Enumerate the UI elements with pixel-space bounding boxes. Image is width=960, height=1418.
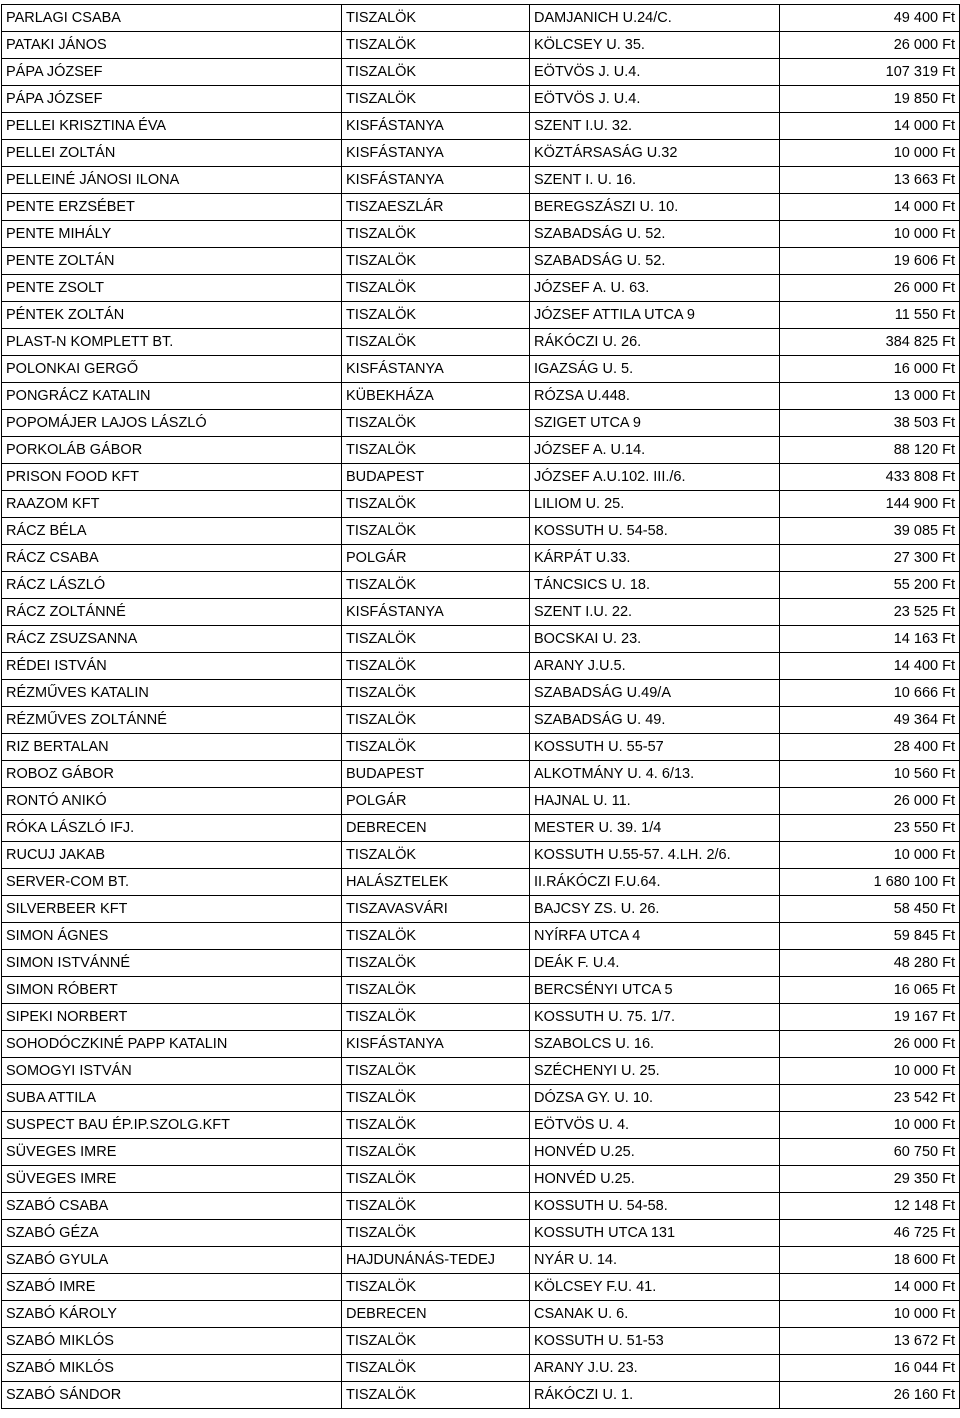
- address-cell: TÁNCSICS U. 18.: [530, 572, 780, 599]
- city-cell: TISZALÖK: [342, 626, 530, 653]
- name-cell: PORKOLÁB GÁBOR: [2, 437, 342, 464]
- city-cell: TISZALÖK: [342, 437, 530, 464]
- name-cell: SIPEKI NORBERT: [2, 1004, 342, 1031]
- city-cell: TISZALÖK: [342, 734, 530, 761]
- address-cell: CSANAK U. 6.: [530, 1301, 780, 1328]
- table-row: [2, 896, 960, 923]
- city-cell: TISZALÖK: [342, 1058, 530, 1085]
- table-row: [2, 734, 960, 761]
- name-cell: SZABÓ SÁNDOR: [2, 1382, 342, 1409]
- amount-cell: 12 148 Ft: [780, 1193, 960, 1220]
- address-cell: KÁRPÁT U.33.: [530, 545, 780, 572]
- name-cell: SZABÓ GÉZA: [2, 1220, 342, 1247]
- amount-cell: 48 280 Ft: [780, 950, 960, 977]
- city-cell: TISZALÖK: [342, 221, 530, 248]
- city-cell: TISZAESZLÁR: [342, 194, 530, 221]
- amount-cell: 23 550 Ft: [780, 815, 960, 842]
- table-row: [2, 410, 960, 437]
- city-cell: TISZALÖK: [342, 275, 530, 302]
- amount-cell: 433 808 Ft: [780, 464, 960, 491]
- amount-cell: 107 319 Ft: [780, 59, 960, 86]
- address-cell: EÖTVÖS J. U.4.: [530, 59, 780, 86]
- table-row: [2, 1220, 960, 1247]
- table-row: [2, 626, 960, 653]
- name-cell: SOMOGYI ISTVÁN: [2, 1058, 342, 1085]
- address-cell: ARANY J.U. 23.: [530, 1355, 780, 1382]
- amount-cell: 144 900 Ft: [780, 491, 960, 518]
- table-row: [2, 815, 960, 842]
- amount-cell: 58 450 Ft: [780, 896, 960, 923]
- city-cell: TISZALÖK: [342, 1328, 530, 1355]
- amount-cell: 23 525 Ft: [780, 599, 960, 626]
- address-cell: II.RÁKÓCZI F.U.64.: [530, 869, 780, 896]
- amount-cell: 19 167 Ft: [780, 1004, 960, 1031]
- city-cell: KISFÁSTANYA: [342, 167, 530, 194]
- city-cell: KISFÁSTANYA: [342, 1031, 530, 1058]
- amount-cell: 39 085 Ft: [780, 518, 960, 545]
- name-cell: POPOMÁJER LAJOS LÁSZLÓ: [2, 410, 342, 437]
- name-cell: PENTE MIHÁLY: [2, 221, 342, 248]
- name-cell: SÜVEGES IMRE: [2, 1139, 342, 1166]
- city-cell: TISZALÖK: [342, 1274, 530, 1301]
- city-cell: TISZALÖK: [342, 923, 530, 950]
- amount-cell: 14 000 Ft: [780, 1274, 960, 1301]
- name-cell: SIMON RÓBERT: [2, 977, 342, 1004]
- city-cell: DEBRECEN: [342, 815, 530, 842]
- table-row: [2, 383, 960, 410]
- city-cell: TISZALÖK: [342, 1004, 530, 1031]
- amount-cell: 16 065 Ft: [780, 977, 960, 1004]
- amount-cell: 28 400 Ft: [780, 734, 960, 761]
- amount-cell: 10 560 Ft: [780, 761, 960, 788]
- address-cell: ARANY J.U.5.: [530, 653, 780, 680]
- amount-cell: 13 663 Ft: [780, 167, 960, 194]
- amount-cell: 13 000 Ft: [780, 383, 960, 410]
- city-cell: TISZALÖK: [342, 680, 530, 707]
- address-cell: JÓZSEF A. U. 63.: [530, 275, 780, 302]
- table-row: [2, 1301, 960, 1328]
- amount-cell: 46 725 Ft: [780, 1220, 960, 1247]
- name-cell: RÁCZ ZOLTÁNNÉ: [2, 599, 342, 626]
- name-cell: RÁCZ LÁSZLÓ: [2, 572, 342, 599]
- amount-cell: 26 160 Ft: [780, 1382, 960, 1409]
- city-cell: KISFÁSTANYA: [342, 599, 530, 626]
- name-cell: SZABÓ GYULA: [2, 1247, 342, 1274]
- city-cell: TISZALÖK: [342, 1085, 530, 1112]
- table-row: [2, 977, 960, 1004]
- table-row: [2, 1193, 960, 1220]
- amount-cell: 11 550 Ft: [780, 302, 960, 329]
- table-row: [2, 653, 960, 680]
- city-cell: TISZALÖK: [342, 32, 530, 59]
- amount-cell: 60 750 Ft: [780, 1139, 960, 1166]
- address-cell: KOSSUTH U. 54-58.: [530, 1193, 780, 1220]
- city-cell: TISZALÖK: [342, 707, 530, 734]
- amount-cell: 18 600 Ft: [780, 1247, 960, 1274]
- amount-cell: 26 000 Ft: [780, 1031, 960, 1058]
- address-cell: DÓZSA GY. U. 10.: [530, 1085, 780, 1112]
- address-cell: EÖTVÖS U. 4.: [530, 1112, 780, 1139]
- city-cell: TISZALÖK: [342, 86, 530, 113]
- table-row: [2, 1328, 960, 1355]
- city-cell: TISZALÖK: [342, 1220, 530, 1247]
- table-row: [2, 140, 960, 167]
- name-cell: SERVER-COM BT.: [2, 869, 342, 896]
- address-cell: RÁKÓCZI U. 1.: [530, 1382, 780, 1409]
- table-row: [2, 545, 960, 572]
- city-cell: TISZALÖK: [342, 518, 530, 545]
- name-cell: PÁPA JÓZSEF: [2, 86, 342, 113]
- name-cell: RÁCZ CSABA: [2, 545, 342, 572]
- table-row: [2, 950, 960, 977]
- amount-cell: 13 672 Ft: [780, 1328, 960, 1355]
- address-cell: SZABADSÁG U. 49.: [530, 707, 780, 734]
- city-cell: TISZALÖK: [342, 842, 530, 869]
- name-cell: PATAKI JÁNOS: [2, 32, 342, 59]
- city-cell: BUDAPEST: [342, 464, 530, 491]
- amount-cell: 16 044 Ft: [780, 1355, 960, 1382]
- city-cell: TISZALÖK: [342, 302, 530, 329]
- city-cell: HALÁSZTELEK: [342, 869, 530, 896]
- address-cell: BEREGSZÁSZI U. 10.: [530, 194, 780, 221]
- name-cell: SZABÓ MIKLÓS: [2, 1355, 342, 1382]
- name-cell: SUSPECT BAU ÉP.IP.SZOLG.KFT: [2, 1112, 342, 1139]
- table-row: [2, 707, 960, 734]
- table-row: [2, 167, 960, 194]
- amount-cell: 10 000 Ft: [780, 1058, 960, 1085]
- table-row: [2, 86, 960, 113]
- name-cell: RÁCZ BÉLA: [2, 518, 342, 545]
- address-cell: NYÁR U. 14.: [530, 1247, 780, 1274]
- name-cell: PARLAGI CSABA: [2, 5, 342, 32]
- table-row: [2, 248, 960, 275]
- amount-cell: 38 503 Ft: [780, 410, 960, 437]
- city-cell: TISZALÖK: [342, 950, 530, 977]
- city-cell: BUDAPEST: [342, 761, 530, 788]
- city-cell: TISZALÖK: [342, 1382, 530, 1409]
- address-cell: MESTER U. 39. 1/4: [530, 815, 780, 842]
- city-cell: TISZALÖK: [342, 491, 530, 518]
- name-cell: PLAST-N KOMPLETT BT.: [2, 329, 342, 356]
- amount-cell: 26 000 Ft: [780, 275, 960, 302]
- city-cell: KÜBEKHÁZA: [342, 383, 530, 410]
- table-row: [2, 923, 960, 950]
- amount-cell: 26 000 Ft: [780, 32, 960, 59]
- table-row: [2, 275, 960, 302]
- table-row: [2, 437, 960, 464]
- city-cell: POLGÁR: [342, 788, 530, 815]
- name-cell: PENTE ZOLTÁN: [2, 248, 342, 275]
- city-cell: TISZALÖK: [342, 1166, 530, 1193]
- table-row: [2, 1166, 960, 1193]
- address-cell: JÓZSEF A. U.14.: [530, 437, 780, 464]
- city-cell: TISZALÖK: [342, 1112, 530, 1139]
- address-cell: RÁKÓCZI U. 26.: [530, 329, 780, 356]
- address-cell: BOCSKAI U. 23.: [530, 626, 780, 653]
- address-cell: LILIOM U. 25.: [530, 491, 780, 518]
- address-cell: KOSSUTH U. 51-53: [530, 1328, 780, 1355]
- table-row: [2, 329, 960, 356]
- address-cell: HONVÉD U.25.: [530, 1166, 780, 1193]
- address-cell: KÖLCSEY F.U. 41.: [530, 1274, 780, 1301]
- address-cell: KÖLCSEY U. 35.: [530, 32, 780, 59]
- table-row: [2, 464, 960, 491]
- address-cell: DEÁK F. U.4.: [530, 950, 780, 977]
- table-row: [2, 1247, 960, 1274]
- city-cell: DEBRECEN: [342, 1301, 530, 1328]
- name-cell: SIMON ÁGNES: [2, 923, 342, 950]
- city-cell: TISZALÖK: [342, 248, 530, 275]
- table-row: [2, 113, 960, 140]
- table-row: [2, 1355, 960, 1382]
- name-cell: RÁCZ ZSUZSANNA: [2, 626, 342, 653]
- name-cell: PENTE ZSOLT: [2, 275, 342, 302]
- table-row: [2, 1112, 960, 1139]
- name-cell: POLONKAI GERGŐ: [2, 356, 342, 383]
- city-cell: KISFÁSTANYA: [342, 356, 530, 383]
- address-cell: SZABADSÁG U. 52.: [530, 248, 780, 275]
- table-row: [2, 491, 960, 518]
- address-cell: NYÍRFA UTCA 4: [530, 923, 780, 950]
- table-row: [2, 518, 960, 545]
- amount-cell: 14 000 Ft: [780, 194, 960, 221]
- amount-cell: 14 000 Ft: [780, 113, 960, 140]
- name-cell: PELLEI ZOLTÁN: [2, 140, 342, 167]
- name-cell: SZABÓ CSABA: [2, 1193, 342, 1220]
- name-cell: SOHODÓCZKINÉ PAPP KATALIN: [2, 1031, 342, 1058]
- name-cell: SIMON ISTVÁNNÉ: [2, 950, 342, 977]
- city-cell: KISFÁSTANYA: [342, 140, 530, 167]
- name-cell: PÉNTEK ZOLTÁN: [2, 302, 342, 329]
- table-row: [2, 1382, 960, 1409]
- table-row: [2, 356, 960, 383]
- address-cell: SZIGET UTCA 9: [530, 410, 780, 437]
- amount-cell: 384 825 Ft: [780, 329, 960, 356]
- city-cell: TISZALÖK: [342, 653, 530, 680]
- address-cell: KOSSUTH U. 55-57: [530, 734, 780, 761]
- name-cell: PELLEINÉ JÁNOSI ILONA: [2, 167, 342, 194]
- amount-cell: 1 680 100 Ft: [780, 869, 960, 896]
- city-cell: TISZALÖK: [342, 59, 530, 86]
- amount-cell: 59 845 Ft: [780, 923, 960, 950]
- name-cell: PELLEI KRISZTINA ÉVA: [2, 113, 342, 140]
- table-row: [2, 599, 960, 626]
- amount-cell: 14 163 Ft: [780, 626, 960, 653]
- address-cell: SZENT I.U. 32.: [530, 113, 780, 140]
- address-cell: DAMJANICH U.24/C.: [530, 5, 780, 32]
- table-row: [2, 1031, 960, 1058]
- name-cell: SÜVEGES IMRE: [2, 1166, 342, 1193]
- amount-cell: 10 000 Ft: [780, 1301, 960, 1328]
- name-cell: SUBA ATTILA: [2, 1085, 342, 1112]
- address-cell: SZENT I. U. 16.: [530, 167, 780, 194]
- amount-cell: 14 400 Ft: [780, 653, 960, 680]
- address-cell: BAJCSY ZS. U. 26.: [530, 896, 780, 923]
- name-cell: PÁPA JÓZSEF: [2, 59, 342, 86]
- name-cell: SZABÓ IMRE: [2, 1274, 342, 1301]
- address-cell: SZABADSÁG U. 52.: [530, 221, 780, 248]
- address-cell: SZENT I.U. 22.: [530, 599, 780, 626]
- name-cell: ROBOZ GÁBOR: [2, 761, 342, 788]
- table-row: [2, 194, 960, 221]
- address-cell: EÖTVÖS J. U.4.: [530, 86, 780, 113]
- name-cell: RÓKA LÁSZLÓ IFJ.: [2, 815, 342, 842]
- name-cell: RIZ BERTALAN: [2, 734, 342, 761]
- address-cell: RÓZSA U.448.: [530, 383, 780, 410]
- name-cell: PRISON FOOD KFT: [2, 464, 342, 491]
- ledger-table: [1, 4, 960, 1409]
- address-cell: JÓZSEF A.U.102. III./6.: [530, 464, 780, 491]
- amount-cell: 19 606 Ft: [780, 248, 960, 275]
- city-cell: POLGÁR: [342, 545, 530, 572]
- name-cell: PONGRÁCZ KATALIN: [2, 383, 342, 410]
- name-cell: SILVERBEER KFT: [2, 896, 342, 923]
- amount-cell: 23 542 Ft: [780, 1085, 960, 1112]
- amount-cell: 88 120 Ft: [780, 437, 960, 464]
- table-row: [2, 59, 960, 86]
- address-cell: SZABADSÁG U.49/A: [530, 680, 780, 707]
- address-cell: SZABOLCS U. 16.: [530, 1031, 780, 1058]
- address-cell: JÓZSEF ATTILA UTCA 9: [530, 302, 780, 329]
- city-cell: TISZALÖK: [342, 977, 530, 1004]
- name-cell: RÉZMŰVES KATALIN: [2, 680, 342, 707]
- address-cell: KOSSUTH UTCA 131: [530, 1220, 780, 1247]
- address-cell: KOSSUTH U.55-57. 4.LH. 2/6.: [530, 842, 780, 869]
- amount-cell: 10 000 Ft: [780, 221, 960, 248]
- table-row: [2, 869, 960, 896]
- address-cell: SZÉCHENYI U. 25.: [530, 1058, 780, 1085]
- amount-cell: 29 350 Ft: [780, 1166, 960, 1193]
- amount-cell: 10 000 Ft: [780, 140, 960, 167]
- city-cell: KISFÁSTANYA: [342, 113, 530, 140]
- address-cell: HAJNAL U. 11.: [530, 788, 780, 815]
- table-row: [2, 842, 960, 869]
- amount-cell: 55 200 Ft: [780, 572, 960, 599]
- city-cell: TISZALÖK: [342, 572, 530, 599]
- table-row: [2, 1004, 960, 1031]
- name-cell: SZABÓ MIKLÓS: [2, 1328, 342, 1355]
- city-cell: TISZALÖK: [342, 5, 530, 32]
- address-cell: IGAZSÁG U. 5.: [530, 356, 780, 383]
- table-row: [2, 572, 960, 599]
- address-cell: KOSSUTH U. 75. 1/7.: [530, 1004, 780, 1031]
- table-row: [2, 788, 960, 815]
- table-row: [2, 221, 960, 248]
- city-cell: TISZAVASVÁRI: [342, 896, 530, 923]
- name-cell: SZABÓ KÁROLY: [2, 1301, 342, 1328]
- name-cell: RONTÓ ANIKÓ: [2, 788, 342, 815]
- amount-cell: 10 666 Ft: [780, 680, 960, 707]
- address-cell: KOSSUTH U. 54-58.: [530, 518, 780, 545]
- table-row: [2, 1274, 960, 1301]
- city-cell: TISZALÖK: [342, 1139, 530, 1166]
- table-row: [2, 5, 960, 32]
- name-cell: RÉZMŰVES ZOLTÁNNÉ: [2, 707, 342, 734]
- name-cell: PENTE ERZSÉBET: [2, 194, 342, 221]
- city-cell: TISZALÖK: [342, 1355, 530, 1382]
- table-row: [2, 1085, 960, 1112]
- city-cell: HAJDUNÁNÁS-TEDEJ: [342, 1247, 530, 1274]
- address-cell: BERCSÉNYI UTCA 5: [530, 977, 780, 1004]
- address-cell: KÖZTÁRSASÁG U.32: [530, 140, 780, 167]
- table-row: [2, 302, 960, 329]
- address-cell: ALKOTMÁNY U. 4. 6/13.: [530, 761, 780, 788]
- address-cell: HONVÉD U.25.: [530, 1139, 780, 1166]
- table-row: [2, 761, 960, 788]
- table-row: [2, 680, 960, 707]
- table-row: [2, 32, 960, 59]
- table-row: [2, 1139, 960, 1166]
- amount-cell: 26 000 Ft: [780, 788, 960, 815]
- amount-cell: 10 000 Ft: [780, 842, 960, 869]
- amount-cell: 10 000 Ft: [780, 1112, 960, 1139]
- name-cell: RAAZOM KFT: [2, 491, 342, 518]
- city-cell: TISZALÖK: [342, 410, 530, 437]
- amount-cell: 49 364 Ft: [780, 707, 960, 734]
- amount-cell: 16 000 Ft: [780, 356, 960, 383]
- table-row: [2, 1058, 960, 1085]
- city-cell: TISZALÖK: [342, 329, 530, 356]
- city-cell: TISZALÖK: [342, 1193, 530, 1220]
- name-cell: RUCUJ JAKAB: [2, 842, 342, 869]
- ledger-body: [2, 5, 960, 1409]
- amount-cell: 49 400 Ft: [780, 5, 960, 32]
- amount-cell: 27 300 Ft: [780, 545, 960, 572]
- amount-cell: 19 850 Ft: [780, 86, 960, 113]
- name-cell: RÉDEI ISTVÁN: [2, 653, 342, 680]
